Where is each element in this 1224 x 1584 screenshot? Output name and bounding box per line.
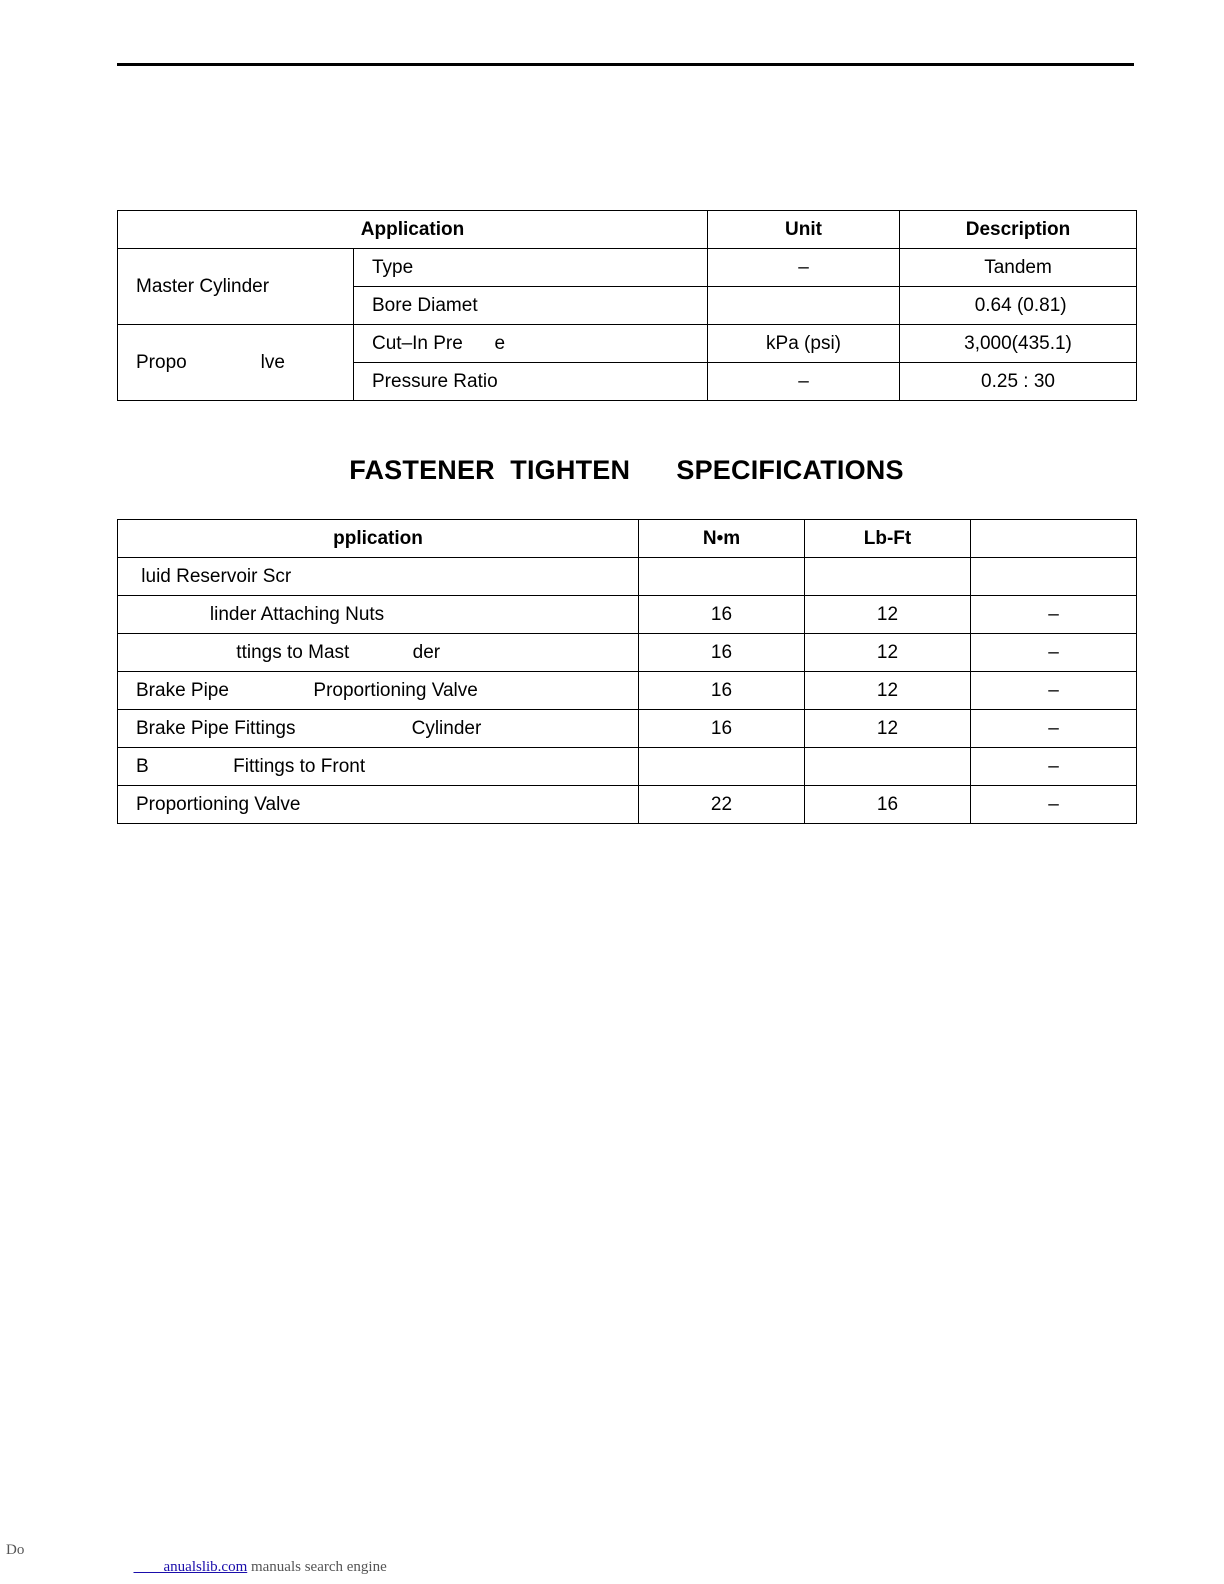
table-row bbox=[118, 558, 1137, 596]
nm-cell: 16 bbox=[639, 596, 805, 634]
nm-cell: 16 bbox=[639, 710, 805, 748]
lbft-cell: 12 bbox=[805, 710, 971, 748]
application-cell: ttings to Mast der bbox=[118, 634, 639, 672]
application-cell: Proportioning Valve bbox=[118, 786, 639, 824]
application-cell: luid Reservoir Scr bbox=[118, 558, 639, 596]
description-cell: 0.25 : 30 bbox=[900, 363, 1137, 401]
column-header-description: Description bbox=[900, 211, 1137, 249]
item-label: Bore Diamet bbox=[354, 287, 708, 325]
item-label: Cut–In Pre e bbox=[354, 325, 708, 363]
brake-specifications-table bbox=[117, 210, 1137, 401]
application-cell: B Fittings to Front bbox=[118, 748, 639, 786]
lbft-cell: 16 bbox=[805, 786, 971, 824]
item-label: Type bbox=[354, 249, 708, 287]
description-cell: 0.64 (0.81) bbox=[900, 287, 1137, 325]
column-header-application: pplication bbox=[118, 520, 639, 558]
nm-cell bbox=[639, 558, 805, 596]
lbft-cell bbox=[805, 558, 971, 596]
footer-tagline: manuals search engine bbox=[247, 1559, 387, 1575]
lbft-cell: 12 bbox=[805, 634, 971, 672]
table-row bbox=[118, 596, 1137, 634]
unit-cell: – bbox=[708, 363, 900, 401]
manualslib-link[interactable]: anualslib.com bbox=[133, 1559, 248, 1575]
nm-cell bbox=[639, 748, 805, 786]
table-row bbox=[118, 325, 1137, 363]
extra-cell: – bbox=[971, 786, 1137, 824]
description-cell: Tandem bbox=[900, 249, 1137, 287]
application-cell: Brake Pipe Fittings Cylinder bbox=[118, 710, 639, 748]
column-header-lbft: Lb-Ft bbox=[805, 520, 971, 558]
nm-cell: 16 bbox=[639, 634, 805, 672]
header-rule bbox=[117, 63, 1134, 66]
lbft-cell bbox=[805, 748, 971, 786]
table-row bbox=[118, 710, 1137, 748]
fastener-torque-table bbox=[117, 519, 1137, 824]
table-row bbox=[118, 748, 1137, 786]
column-header-extra bbox=[971, 520, 1137, 558]
group-label: Master Cylinder bbox=[118, 249, 354, 325]
unit-cell: kPa (psi) bbox=[708, 325, 900, 363]
table-row bbox=[118, 249, 1137, 287]
nm-cell: 22 bbox=[639, 786, 805, 824]
column-header-application: Application bbox=[118, 211, 708, 249]
extra-cell: – bbox=[971, 710, 1137, 748]
extra-cell: – bbox=[971, 672, 1137, 710]
lbft-cell: 12 bbox=[805, 596, 971, 634]
table-header-row bbox=[118, 211, 1137, 249]
extra-cell: – bbox=[971, 634, 1137, 672]
extra-cell: – bbox=[971, 748, 1137, 786]
item-label: Pressure Ratio bbox=[354, 363, 708, 401]
unit-cell: – bbox=[708, 249, 900, 287]
application-cell: linder Attaching Nuts bbox=[118, 596, 639, 634]
extra-cell bbox=[971, 558, 1137, 596]
column-header-unit: Unit bbox=[708, 211, 900, 249]
unit-cell bbox=[708, 287, 900, 325]
group-label: Propo lve bbox=[118, 325, 354, 401]
footer-prefix: Do bbox=[6, 1542, 25, 1558]
lbft-cell: 12 bbox=[805, 672, 971, 710]
description-cell: 3,000(435.1) bbox=[900, 325, 1137, 363]
application-cell: Brake Pipe Proportioning Valve bbox=[118, 672, 639, 710]
table-row bbox=[118, 786, 1137, 824]
column-header-nm: N•m bbox=[639, 520, 805, 558]
table-row bbox=[118, 634, 1137, 672]
footer bbox=[126, 1542, 387, 1576]
table-row bbox=[118, 672, 1137, 710]
section-title: FASTENER TIGHTEN SPECIFICATIONS bbox=[349, 455, 904, 485]
extra-cell: – bbox=[971, 596, 1137, 634]
nm-cell: 16 bbox=[639, 672, 805, 710]
table-header-row bbox=[118, 520, 1137, 558]
